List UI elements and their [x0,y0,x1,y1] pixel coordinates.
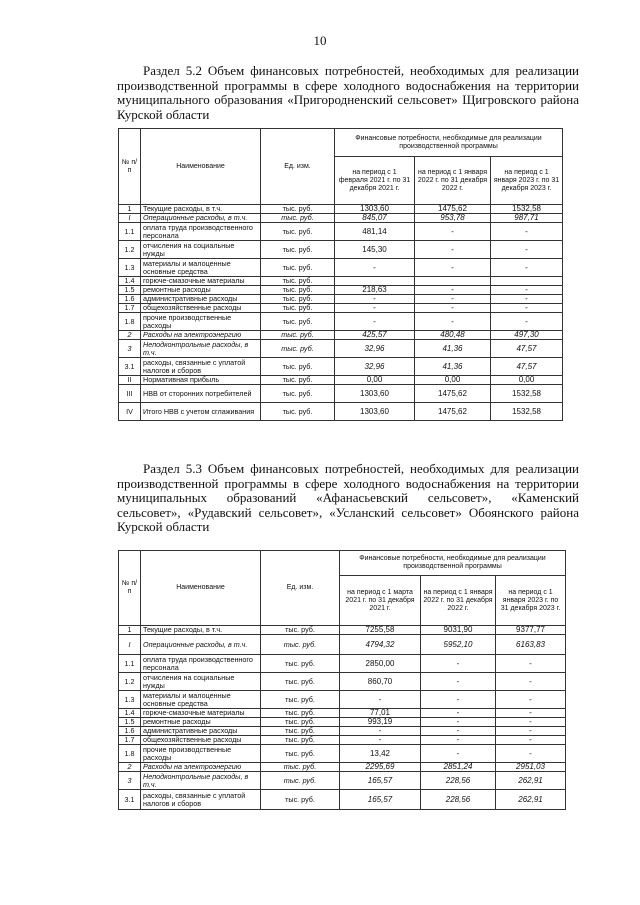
row-name: Операционные расходы, в т.ч. [141,635,261,655]
row-name: материалы и малоценные основные средства [141,691,261,709]
row-value-3: - [496,718,566,727]
table-row [119,313,563,331]
row-unit: тыс. руб. [261,277,335,286]
row-value-2: - [415,223,491,241]
row-value-2 [415,277,491,286]
table-row [119,358,563,376]
row-unit: тыс. руб. [261,790,340,810]
table-row [119,655,566,673]
row-value-3: 262,91 [496,790,566,810]
row-unit: тыс. руб. [261,772,340,790]
row-value-2: - [421,718,496,727]
row-name: общехозяйственные расходы [141,304,261,313]
row-name: расходы, связанные с уплатой налогов и сборов [141,790,261,810]
table-row [119,331,563,340]
row-value-2: 1475,62 [415,403,491,421]
row-unit: тыс. руб. [261,340,335,358]
row-value-2: 9031,90 [421,626,496,635]
row-number: 1.1 [119,223,141,241]
row-value-3: 9377,77 [496,626,566,635]
table-row [119,295,563,304]
row-name: административные расходы [141,727,261,736]
row-unit: тыс. руб. [261,718,340,727]
row-name: горюче-смазочные материалы [141,709,261,718]
row-name: горюче-смазочные материалы [141,277,261,286]
row-value-2: 480,48 [415,331,491,340]
row-unit: тыс. руб. [261,259,335,277]
row-value-2: - [421,727,496,736]
row-number: 1.7 [119,304,141,313]
header-name: Наименование [141,129,261,205]
header-group: Финансовые потребности, необходимые для реализации производственной программы [340,551,566,576]
table-row [119,205,563,214]
row-value-3: 262,91 [496,772,566,790]
row-unit: тыс. руб. [261,736,340,745]
row-name: административные расходы [141,295,261,304]
row-value-3: - [491,241,563,259]
row-value-2: 2851,24 [421,763,496,772]
row-value-1: 860,70 [340,673,421,691]
row-value-1: 1303,60 [335,385,415,403]
row-number: 2 [119,331,141,340]
section-5-3-table-body [119,626,566,810]
row-unit: тыс. руб. [261,763,340,772]
row-number: 1.8 [119,745,141,763]
header-num: № п/п [119,129,141,205]
row-value-2: 5952,10 [421,635,496,655]
row-unit: тыс. руб. [261,385,335,403]
row-number: 1.8 [119,313,141,331]
row-name: Операционные расходы, в т.ч. [141,214,261,223]
row-number: 1.3 [119,691,141,709]
row-value-3: 47,57 [491,340,563,358]
row-value-1: - [335,313,415,331]
row-unit: тыс. руб. [261,673,340,691]
row-unit: тыс. руб. [261,626,340,635]
row-value-1: 1303,60 [335,403,415,421]
row-name: Неподконтрольные расходы, в т.ч. [141,340,261,358]
table-row [119,304,563,313]
row-value-3: 2951,03 [496,763,566,772]
row-value-2: - [421,709,496,718]
row-value-3: - [496,673,566,691]
row-unit: тыс. руб. [261,223,335,241]
row-name: оплата труда производственного персонала [141,223,261,241]
row-name: ремонтные расходы [141,286,261,295]
row-number: 1.2 [119,241,141,259]
row-value-1: 7255,58 [340,626,421,635]
row-unit: тыс. руб. [261,727,340,736]
row-unit: тыс. руб. [261,295,335,304]
row-value-1: - [335,304,415,313]
row-unit: тыс. руб. [261,635,340,655]
row-value-3: - [496,736,566,745]
row-name: ремонтные расходы [141,718,261,727]
page-number: 10 [313,33,327,48]
table-row [119,214,563,223]
row-unit: тыс. руб. [261,331,335,340]
section-5-3-title [117,462,579,535]
row-number: 1.4 [119,709,141,718]
row-value-2: 1475,62 [415,205,491,214]
row-unit: тыс. руб. [261,304,335,313]
row-number: 3 [119,340,141,358]
row-value-3: - [491,286,563,295]
row-name: прочие производственные расходы [141,745,261,763]
row-name: Неподконтрольные расходы, в т.ч. [141,772,261,790]
row-value-3: 47,57 [491,358,563,376]
row-value-1: 32,96 [335,340,415,358]
row-unit: тыс. руб. [261,205,335,214]
row-value-2: - [415,304,491,313]
row-name: Текущие расходы, в т.ч. [141,626,261,635]
row-value-1: - [335,259,415,277]
row-value-2: - [415,259,491,277]
row-number: 1 [119,626,141,635]
header-num: № п/п [119,551,141,626]
header-period-2: на период с 1 января 2022 г. по 31 декабря 2022 г. [421,576,496,626]
header-period-1: на период с 1 февраля 2021 г. по 31 декабря 2021 г. [335,157,415,205]
table-row [119,727,566,736]
header-period-2: на период с 1 января 2022 г. по 31 декабря 2022 г. [415,157,491,205]
header-unit: Ед. изм. [261,551,340,626]
row-number: 1.5 [119,286,141,295]
row-value-1: 218,63 [335,286,415,295]
row-number: I [119,635,141,655]
row-value-1: 481,14 [335,223,415,241]
row-value-3: 497,30 [491,331,563,340]
row-value-2: - [421,673,496,691]
table-row [119,691,566,709]
row-value-3: - [496,691,566,709]
row-number: 1.5 [119,718,141,727]
row-value-1: 2850,00 [340,655,421,673]
row-value-3: - [496,727,566,736]
row-number: 3.1 [119,790,141,810]
row-value-2: 1475,62 [415,385,491,403]
table-row [119,626,566,635]
table-row [119,223,563,241]
table-row [119,635,566,655]
row-number: IV [119,403,141,421]
row-unit: тыс. руб. [261,286,335,295]
row-unit: тыс. руб. [261,313,335,331]
row-value-1: - [340,736,421,745]
row-unit: тыс. руб. [261,214,335,223]
row-number: 1.6 [119,295,141,304]
table-row [119,241,563,259]
row-value-3: - [491,259,563,277]
row-name: Нормативная прибыль [141,376,261,385]
table-row [119,772,566,790]
header-period-3: на период с 1 января 2023 г. по 31 декабря 2023 г. [496,576,566,626]
row-name: расходы, связанные с уплатой налогов и сборов [141,358,261,376]
row-value-1: 2295,69 [340,763,421,772]
row-value-3: 987,71 [491,214,563,223]
row-value-3: 1532,58 [491,403,563,421]
header-unit: Ед. изм. [261,129,335,205]
row-value-2: 953,78 [415,214,491,223]
table-row [119,403,563,421]
row-unit: тыс. руб. [261,745,340,763]
row-unit: тыс. руб. [261,403,335,421]
row-number: 3.1 [119,358,141,376]
table-row [119,745,566,763]
row-value-2: - [421,691,496,709]
row-value-3: - [496,709,566,718]
table-row [119,736,566,745]
row-value-2: - [421,655,496,673]
row-value-3: - [496,745,566,763]
row-unit: тыс. руб. [261,691,340,709]
row-value-1: 0,00 [335,376,415,385]
row-value-1: 425,57 [335,331,415,340]
table-row [119,259,563,277]
section-5-2-title [117,64,579,122]
row-value-2: 228,56 [421,790,496,810]
row-value-2: - [415,295,491,304]
row-value-1: - [340,691,421,709]
section-5-2-title-text: Раздел 5.2 Объем финансовых потребностей, необходимых для реализации производственной программы в сфере холодного водоснабжения на территории муниципального образования «Пригородненский сельсовет» Щигровского района Курской области [117,63,579,122]
row-number: 1.4 [119,277,141,286]
header-name: Наименование [141,551,261,626]
table-row [119,376,563,385]
row-value-3: - [491,313,563,331]
header-period-3: на период с 1 января 2023 г. по 31 декабря 2023 г. [491,157,563,205]
row-name: НВВ от сторонних потребителей [141,385,261,403]
row-value-1: - [335,295,415,304]
row-value-1: 993,19 [340,718,421,727]
row-value-1: - [340,727,421,736]
header-group: Финансовые потребности, необходимые для реализации производственной программы [335,129,563,157]
row-value-2: - [421,745,496,763]
header-period-1: на период с 1 марта 2021 г. по 31 декабря 2021 г. [340,576,421,626]
table-row [119,277,563,286]
row-name: Текущие расходы, в т.ч. [141,205,261,214]
row-value-2: - [415,241,491,259]
row-number: 2 [119,763,141,772]
row-value-1: 845,07 [335,214,415,223]
row-value-3: 1532,58 [491,385,563,403]
row-number: 1.6 [119,727,141,736]
row-value-1 [335,277,415,286]
row-number: 1.3 [119,259,141,277]
row-value-1: 1303,60 [335,205,415,214]
row-value-1: 165,57 [340,772,421,790]
table-row [119,718,566,727]
row-name: Итого НВВ с учетом сглаживания [141,403,261,421]
row-value-2: - [415,286,491,295]
row-value-3: - [496,655,566,673]
row-number: 3 [119,772,141,790]
row-value-2: 228,56 [421,772,496,790]
row-value-1: 32,96 [335,358,415,376]
section-5-3-title-text: Раздел 5.3 Объем финансовых потребностей, необходимых для реализации производственной программы в сфере холодного водоснабжения на территории муниципальных образований «Афанасьевский сельсовет», «Каменский сельсовет», «Рудавский сельсовет», «Усланский сельсовет» Обоянского района Курской области [117,461,579,534]
row-number: I [119,214,141,223]
row-value-2: - [421,736,496,745]
section-5-2-table [118,128,563,421]
row-value-1: 77,01 [340,709,421,718]
row-name: оплата труда производственного персонала [141,655,261,673]
row-value-3: - [491,295,563,304]
row-value-3: 0,00 [491,376,563,385]
row-unit: тыс. руб. [261,241,335,259]
row-value-3: - [491,304,563,313]
row-value-2: 0,00 [415,376,491,385]
table-row [119,286,563,295]
row-number: 1.7 [119,736,141,745]
row-name: Расходы на электроэнергию [141,331,261,340]
row-unit: тыс. руб. [261,358,335,376]
row-value-3: - [491,223,563,241]
table-row [119,790,566,810]
row-value-3: 6163,83 [496,635,566,655]
row-name: отчисления на социальные нужды [141,241,261,259]
row-unit: тыс. руб. [261,709,340,718]
table-row [119,340,563,358]
row-value-2: - [415,313,491,331]
row-value-3: 1532,58 [491,205,563,214]
row-number: III [119,385,141,403]
row-value-2: 41,36 [415,340,491,358]
section-5-2-table-body [119,205,563,421]
table-row [119,385,563,403]
row-value-1: 4794,32 [340,635,421,655]
table-row [119,673,566,691]
table-row [119,709,566,718]
table-row [119,763,566,772]
row-value-1: 13,42 [340,745,421,763]
row-value-1: 165,57 [340,790,421,810]
row-number: II [119,376,141,385]
section-5-3-table [118,550,566,810]
row-name: прочие производственные расходы [141,313,261,331]
row-unit: тыс. руб. [261,655,340,673]
row-number: 1.1 [119,655,141,673]
row-name: общехозяйственные расходы [141,736,261,745]
row-number: 1.2 [119,673,141,691]
row-unit: тыс. руб. [261,376,335,385]
row-name: Расходы на электроэнергию [141,763,261,772]
row-name: материалы и малоценные основные средства [141,259,261,277]
row-name: отчисления на социальные нужды [141,673,261,691]
row-value-3 [491,277,563,286]
row-value-2: 41,36 [415,358,491,376]
row-value-1: 145,30 [335,241,415,259]
row-number: 1 [119,205,141,214]
